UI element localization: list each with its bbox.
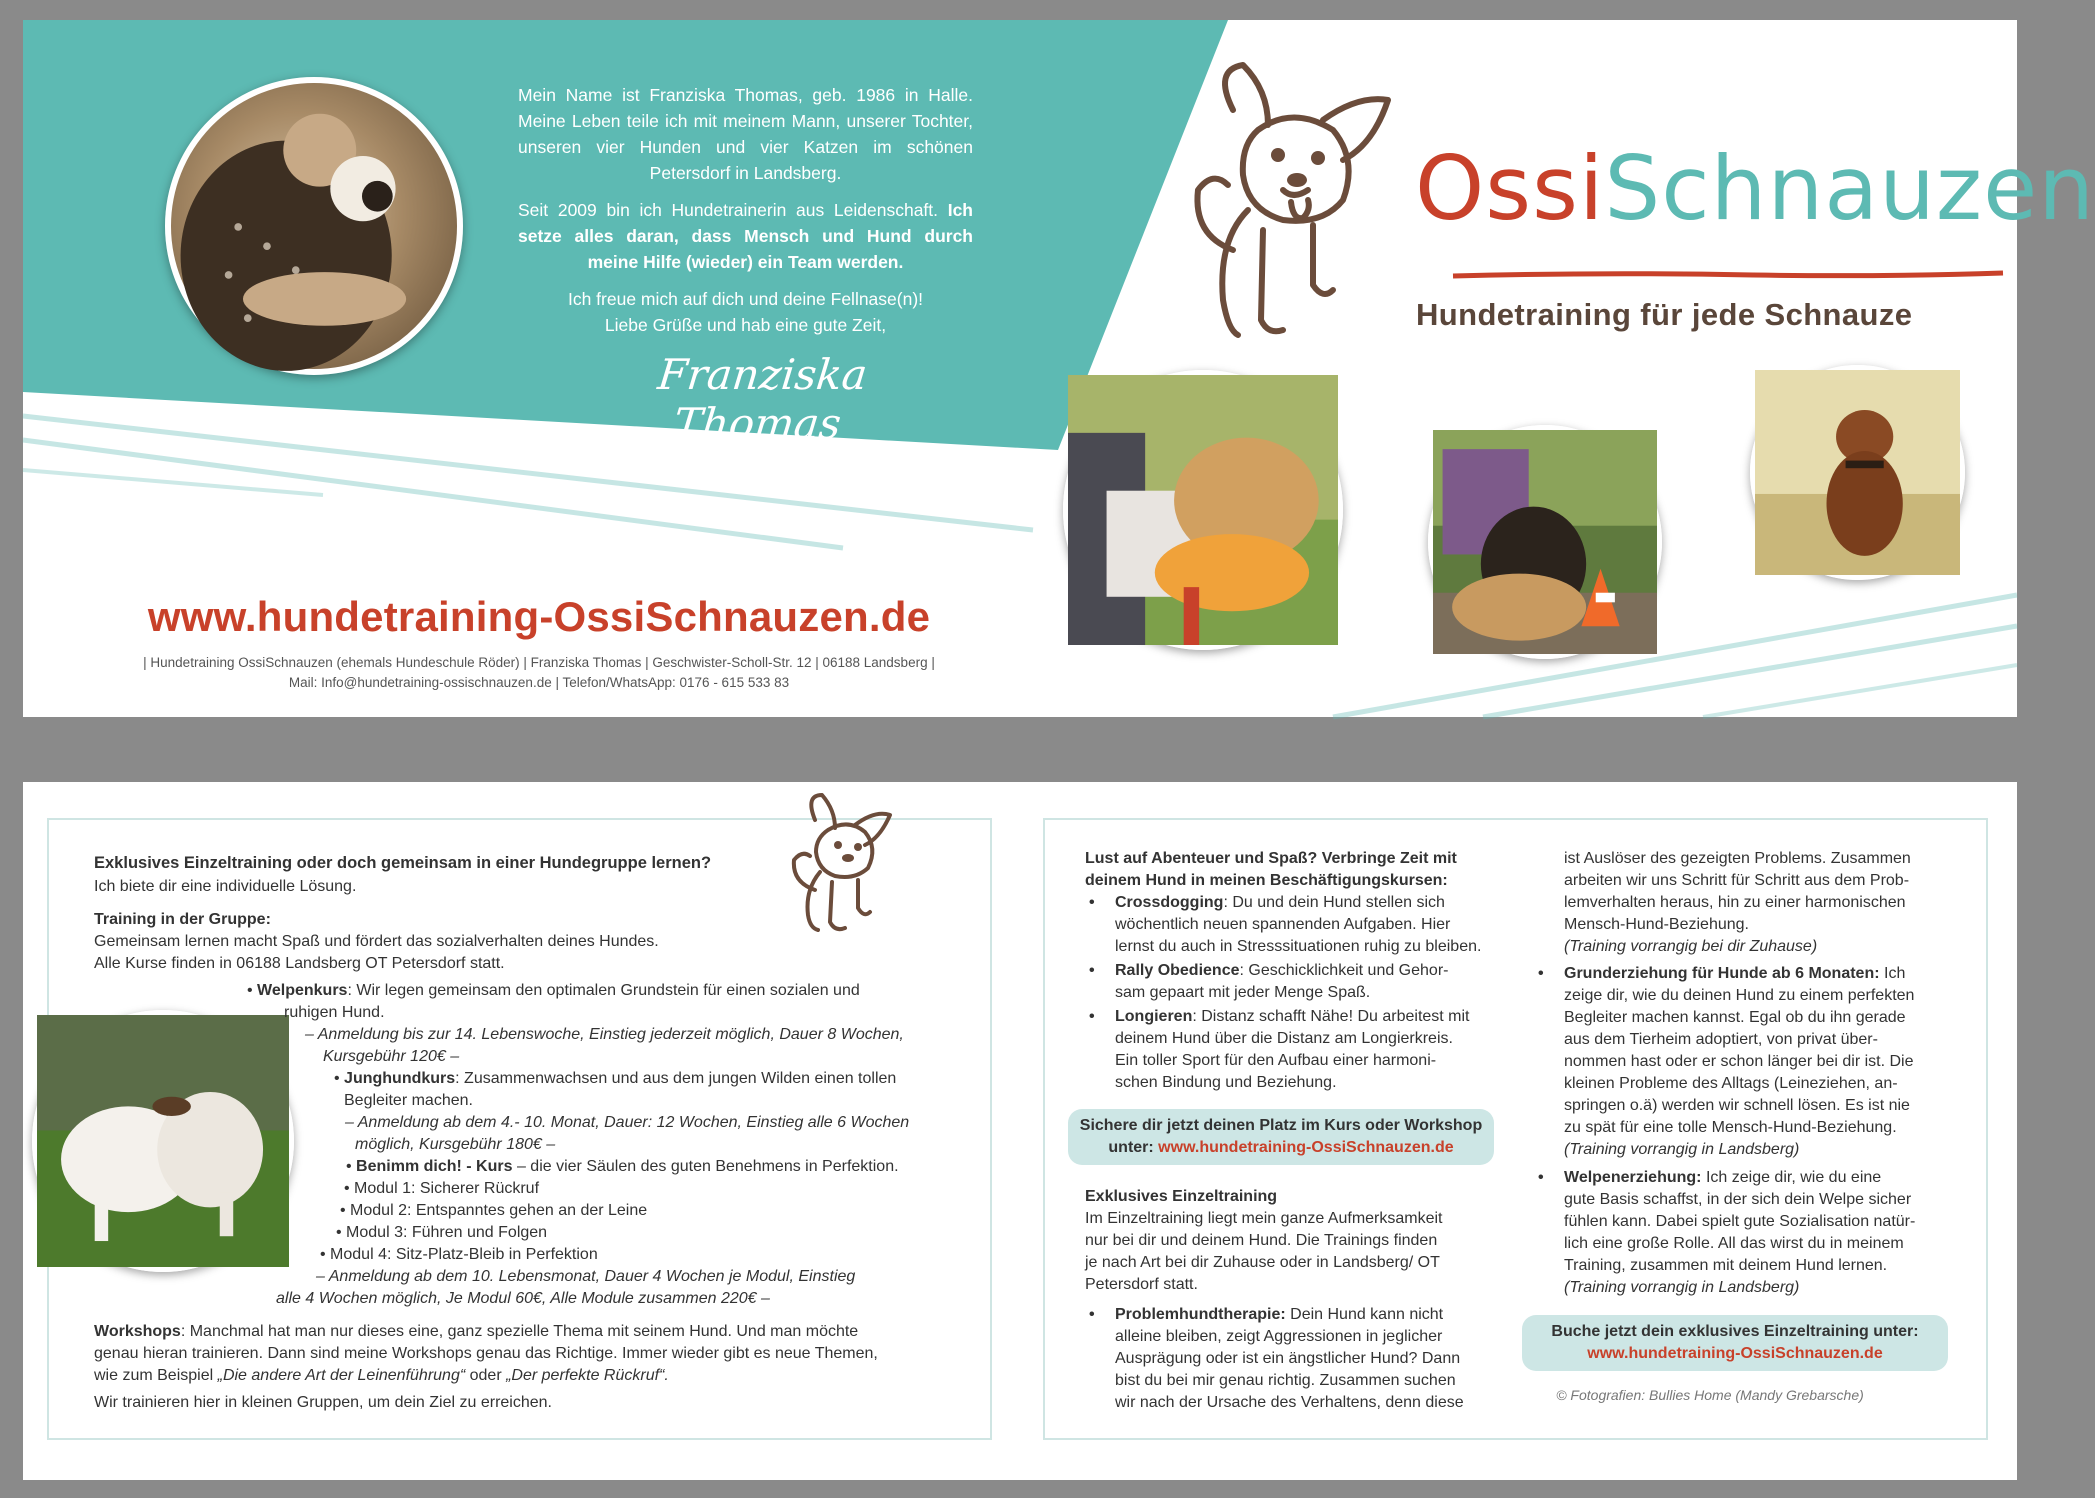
- activity-rally: [1085, 960, 1505, 1004]
- flyer-front: [23, 20, 2095, 717]
- rally-title: Rally Obedience: [1115, 962, 1240, 979]
- workshops-line-1: : Manchmal hat man nur dieses eine, ganz spezielle Thema mit seinem Hund. Und man möchte: [180, 1323, 859, 1340]
- photo-illustration-1: [1068, 375, 1338, 645]
- brand-part-schnauzen: Schnauzen: [1604, 137, 2095, 240]
- cta-book-course[interactable]: [1068, 1109, 1494, 1165]
- photo-trainer-with-dog: [1063, 370, 1343, 650]
- grund-l7: springen o.ä) werden wir schnell lösen. Es ist nie: [1564, 1097, 1910, 1114]
- bio-paragraph-1: Mein Name ist Franziska Thomas, geb. 1986 in Halle. Meine Leben teile ich mit meinem Mann, unserer Tochter, unseren vier Hunden und vier Katzen im schönen Petersdorf in Landsberg.: [518, 85, 973, 183]
- col2-l2: arbeiten wir uns Schritt für Schritt aus dem Prob-: [1564, 872, 1910, 889]
- long-l3: Ein toller Sport für den Aufbau einer harmoni-: [1115, 1052, 1437, 1069]
- benimm-info-2: alle 4 Wochen möglich, Je Modul 60€, Alle Module zusammen 220€ –: [276, 1290, 770, 1307]
- jung-info: [345, 1112, 909, 1156]
- bio-greeting: Ich freue mich auf dich und deine Fellnase(n)!: [567, 289, 924, 309]
- grund-l3: Begleiter machen kannst. Egal ob du ihn gerade: [1564, 1009, 1906, 1026]
- grund-l6: kleinen Probleme des Alltags (Leineziehen, an-: [1564, 1075, 1898, 1092]
- cta1-prefix: unter:: [1108, 1139, 1159, 1156]
- benimm-title: Benimm dich! - Kurs: [356, 1158, 513, 1175]
- einzel-l3: je nach Art bei dir Zuhause oder in Landsberg/ OT: [1085, 1254, 1440, 1271]
- cta-book-individual[interactable]: [1522, 1315, 1948, 1371]
- brand-underline: [1453, 270, 2003, 280]
- welpenerz-l5: Training, zusammen mit deinem Hund lernen.: [1564, 1257, 1888, 1274]
- workshops-l3c: oder: [465, 1367, 507, 1384]
- grund-l1: Ich: [1879, 965, 1906, 982]
- welpenerz-note: (Training vorrangig in Landsberg): [1564, 1279, 1800, 1296]
- right-heading-1-line-2: deinem Hund in meinen Beschäftigungskursen:: [1085, 872, 1448, 889]
- long-l1: : Distanz schafft Nähe! Du arbeitest mit: [1192, 1008, 1470, 1025]
- signature: Franziska Thomas: [655, 350, 870, 448]
- grund-l2: zeige dir, wie du deinen Hund zu einem perfekten: [1564, 987, 1915, 1004]
- address-line-1: | Hundetraining OssiSchnauzen (ehemals Hundeschule Röder) | Franziska Thomas | Geschwister-Scholl-Str. 12 | 06188 Landsberg |: [143, 655, 935, 670]
- photo-two-bulldogs: [32, 1010, 294, 1272]
- welpenerz-l4: lich eine große Rolle. All das wirst du in meinem: [1564, 1235, 1904, 1252]
- welpenerz-l3: fühlen kann. Dabei spielt gute Sozialisation natür-: [1564, 1213, 1916, 1230]
- left-intro: Ich biete dir eine individuelle Lösung.: [94, 878, 357, 895]
- welpen-text-2: ruhigen Hund.: [284, 1004, 385, 1021]
- workshops-l3b: „Die andere Art der Leinenführung“: [217, 1367, 466, 1384]
- benimm-text: – die vier Säulen des guten Benehmens in Perfektion.: [512, 1158, 899, 1175]
- col2-l1: ist Auslöser des gezeigten Problems. Zusammen: [1564, 850, 1911, 867]
- dog-logo-icon: [1173, 50, 1403, 350]
- left-heading-1: Exklusives Einzeltraining oder doch gemeinsam in einer Hundegruppe lernen?: [94, 854, 712, 872]
- jung-info-1: – Anmeldung ab dem 4.- 10. Monat, Dauer: 12 Wochen, Einstieg alle 6 Wochen: [345, 1114, 910, 1131]
- activity-crossdogging: [1085, 892, 1505, 958]
- cta1-line-1: Sichere dir jetzt deinen Platz im Kurs oder Workshop: [1079, 1117, 1483, 1134]
- workshops-text: [94, 1321, 954, 1414]
- item-welpenerziehung: [1534, 1167, 1954, 1299]
- cta2-link[interactable]: www.hundetraining-OssiSchnauzen.de: [1587, 1345, 1883, 1362]
- modul-1-text: Modul 1: Sicherer Rückruf: [354, 1180, 540, 1197]
- bio-promise: Ich setze alles daran, dass Mensch und Hund durch meine Hilfe (wieder) ein Team werden.: [518, 200, 973, 272]
- grund-l8: zu spät für eine tolle Mensch-Hund-Beziehung.: [1564, 1119, 1897, 1136]
- bio-closing: Liebe Grüße und hab eine gute Zeit,: [604, 315, 887, 335]
- right-heading-1-line-1: Lust auf Abenteuer und Spaß? Verbringe Zeit mit: [1085, 850, 1457, 867]
- workshops-line-2: genau hieran trainieren. Dann sind meine Workshops genau das Richtige. Immer wieder gibt es neue Themen,: [94, 1345, 878, 1362]
- problem-l5: wir nach der Ursache des Verhaltens, denn diese: [1115, 1394, 1464, 1411]
- course-jung: • Junghundkurs: Zusammenwachsen und aus dem jungen Wilden einen tollen Begleiter machen.: [334, 1068, 954, 1112]
- jung-title: Junghundkurs: [344, 1070, 456, 1087]
- portrait-illustration: [171, 83, 457, 369]
- photo-illustration-3: [1755, 370, 1960, 575]
- problem-l3: Ausprägung oder ist ein ängstlicher Hund? Dann: [1115, 1350, 1461, 1367]
- photo-setter-dog: [1750, 365, 1965, 580]
- modul-4: • Modul 4: Sitz-Platz-Bleib in Perfektion: [320, 1246, 598, 1263]
- einzel-l4: Petersdorf statt.: [1085, 1276, 1198, 1293]
- long-title: Longieren: [1115, 1008, 1193, 1025]
- bio-text: [518, 82, 973, 349]
- item-problemhund: [1085, 1304, 1505, 1414]
- problem-continued: [1564, 848, 1911, 958]
- cta1-link[interactable]: www.hundetraining-OssiSchnauzen.de: [1158, 1139, 1454, 1156]
- rally-l2: sam gepaart mit jeder Menge Spaß.: [1115, 984, 1371, 1001]
- left-heading-2: Training in der Gruppe:: [94, 911, 271, 928]
- grund-title: Grunderziehung für Hunde ab 6 Monaten:: [1564, 965, 1880, 982]
- modul-1: • Modul 1: Sicherer Rückruf: [344, 1180, 540, 1197]
- welpenerz-title: Welpenerziehung:: [1564, 1169, 1702, 1186]
- welpen-text-1: : Wir legen gemeinsam den optimalen Grundstein für einen sozialen und: [347, 982, 860, 999]
- modul-4-text: Modul 4: Sitz-Platz-Bleib in Perfektion: [330, 1246, 598, 1263]
- right-heading-2: Exklusives Einzeltraining: [1085, 1188, 1278, 1205]
- cross-l2: wöchentlich neuen spannenden Aufgaben. Hier: [1115, 916, 1451, 933]
- grund-l5: nommen hast oder er schon länger bei dir ist. Die: [1564, 1053, 1914, 1070]
- workshops-line-3: [94, 1365, 954, 1387]
- welpen-info-2: Kursgebühr 120€ –: [323, 1048, 460, 1065]
- einzel-intro: [1085, 1208, 1443, 1296]
- activity-longieren: [1085, 1006, 1505, 1094]
- training-list: [1534, 963, 1954, 1299]
- welpen-info-1: – Anmeldung bis zur 14. Lebenswoche, Einstieg jederzeit möglich, Dauer 8 Wochen,: [305, 1026, 904, 1043]
- activity-list: [1085, 892, 1505, 1094]
- welpen-title: Welpenkurs: [257, 982, 348, 999]
- right-heading-1: [1085, 848, 1457, 892]
- jung-info-2: möglich, Kursgebühr 180€ –: [355, 1136, 556, 1153]
- course-welpen: • Welpenkurs: Wir legen gemeinsam den optimalen Grundstein für einen sozialen und ruhigen Hund.: [247, 980, 937, 1024]
- jung-text-2: Begleiter machen.: [344, 1092, 473, 1109]
- problem-l4: bist du bei mir genau richtig. Zusammen suchen: [1115, 1372, 1456, 1389]
- grund-note: (Training vorrangig in Landsberg): [1564, 1141, 1800, 1158]
- photo-illustration-2: [1433, 430, 1657, 654]
- long-l2: deinem Hund über die Distanz am Longierkreis.: [1115, 1030, 1453, 1047]
- left-group-intro: [94, 931, 659, 975]
- col2-l3: lemverhalten heraus, hin zu einer harmonischen: [1564, 894, 1906, 911]
- contact-address: [79, 653, 999, 693]
- photo-credit: © Fotografien: Bullies Home (Mandy Grebarsche): [1556, 1387, 1864, 1403]
- modul-2: • Modul 2: Entspanntes gehen an der Leine: [340, 1202, 648, 1219]
- cta1-line-2: [1078, 1137, 1484, 1159]
- group-line-2: Alle Kurse finden in 06188 Landsberg OT Petersdorf statt.: [94, 955, 505, 972]
- cross-title: Crossdogging: [1115, 894, 1224, 911]
- modul-2-text: Modul 2: Entspanntes gehen an der Leine: [350, 1202, 648, 1219]
- problem-title: Problemhundtherapie:: [1115, 1306, 1286, 1323]
- col2-note: (Training vorrangig bei dir Zuhause): [1564, 938, 1818, 955]
- course-benimm: • Benimm dich! - Kurs – die vier Säulen des guten Benehmens in Perfektion.: [346, 1158, 899, 1175]
- modul-3: • Modul 3: Führen und Folgen: [336, 1224, 548, 1241]
- cross-l3: lernst du auch in Stresssituationen ruhig zu bleiben.: [1115, 938, 1482, 955]
- item-grunderziehung: [1534, 963, 1954, 1161]
- cta2-line-1: Buche jetzt dein exklusives Einzeltraining unter:: [1551, 1323, 1919, 1340]
- bio-paragraph-3: [518, 286, 973, 338]
- cross-l1: : Du und dein Hund stellen sich: [1223, 894, 1445, 911]
- photo-german-shepherd: [1428, 425, 1662, 659]
- problem-l2: alleine bleiben, zeigt Aggressionen in jeglicher: [1115, 1328, 1443, 1345]
- workshops-line-4: Wir trainieren hier in kleinen Gruppen, um dein Ziel zu erreichen.: [94, 1394, 552, 1411]
- einzel-l2: nur bei dir und deinem Hund. Die Trainings finden: [1085, 1232, 1438, 1249]
- brand-part-ossi: Ossi: [1415, 137, 1605, 240]
- problem-l1: Dein Hund kann nicht: [1285, 1306, 1444, 1323]
- group-line-1: Gemeinsam lernen macht Spaß und fördert das sozialverhalten deines Hundes.: [94, 933, 659, 950]
- small-dog-icon: [780, 790, 895, 935]
- workshops-l3d: „Der perfekte Rückruf“.: [506, 1367, 669, 1384]
- website-link[interactable]: www.hundetraining-OssiSchnauzen.de: [147, 593, 931, 640]
- photo-illustration-4: [37, 1015, 289, 1267]
- brand-name: [1415, 137, 2095, 240]
- modul-3-text: Modul 3: Führen und Folgen: [346, 1224, 548, 1241]
- long-l4: schen Bindung und Beziehung.: [1115, 1074, 1337, 1091]
- tagline: Hundetraining für jede Schnauze: [1416, 297, 1913, 332]
- jung-text-1: : Zusammenwachsen und aus dem jungen Wilden einen tollen: [455, 1070, 897, 1087]
- address-line-2: Mail: Info@hundetraining-ossischnauzen.de | Telefon/WhatsApp: 0176 - 615 533 83: [288, 675, 790, 690]
- bio-paragraph-2: [518, 197, 973, 275]
- welpenerz-l2: gute Basis schaffst, in der sich dein Welpe sicher: [1564, 1191, 1912, 1208]
- bio-since: Seit 2009 bin ich Hundetrainerin aus Leidenschaft.: [518, 200, 939, 220]
- portrait-photo: [165, 77, 463, 375]
- workshops-l3a: wie zum Beispiel: [94, 1367, 218, 1384]
- welpen-info: [305, 1024, 904, 1068]
- rally-l1: : Geschicklichkeit und Gehor-: [1239, 962, 1449, 979]
- welpenerz-l1: Ich zeige dir, wie du eine: [1701, 1169, 1882, 1186]
- grund-l4: aus dem Tierheim adoptiert, von privat über-: [1564, 1031, 1878, 1048]
- benimm-info-1: – Anmeldung ab dem 10. Lebensmonat, Dauer 4 Wochen je Modul, Einstieg: [316, 1268, 856, 1285]
- workshops-title: Workshops: [94, 1323, 181, 1340]
- col2-l4: Mensch-Hund-Beziehung.: [1564, 916, 1749, 933]
- problem-list: [1085, 1304, 1505, 1414]
- einzel-l1: Im Einzeltraining liegt mein ganze Aufmerksamkeit: [1085, 1210, 1443, 1227]
